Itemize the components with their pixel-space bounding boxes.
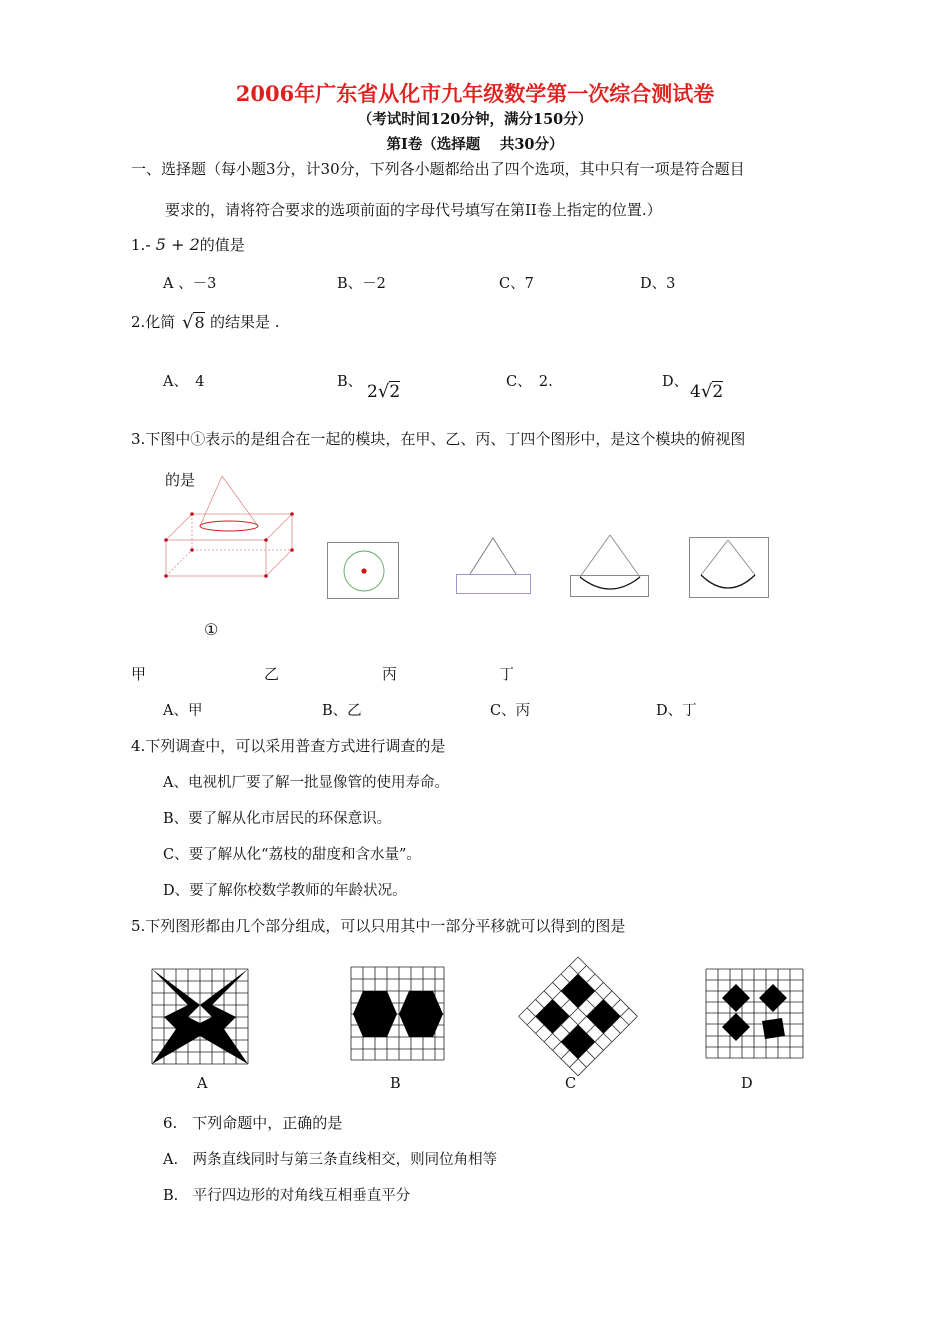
q3-stem-line-1: 3.下图中①表示的是组合在一起的模块，在甲、乙、丙、丁四个图形中，是这个模块的俯视图 — [131, 430, 746, 448]
q5-figure-c — [517, 956, 639, 1078]
q3-figure-yi — [456, 536, 532, 596]
q4-option-a: A、电视机厂要了解一批显像管的使用寿命。 — [163, 775, 449, 791]
q3-module-figure — [160, 474, 300, 584]
q3-option-d: D、丁 — [656, 703, 697, 719]
q2-stem-pre: 2.化简 — [131, 313, 176, 331]
q6-option-a: A. 两条直线同时与第三条直线相交，则同位角相等 — [163, 1152, 498, 1168]
q1-option-c: C、7 — [499, 276, 534, 292]
q1-expression: - 5 + 2 — [145, 235, 200, 254]
q5-figure-b — [351, 967, 447, 1063]
q4-stem: 4.下列调查中，可以采用普查方式进行调查的是 — [131, 737, 446, 755]
q3-label-bing: 丙 — [382, 665, 398, 683]
q3-figure-label: ① — [204, 620, 219, 639]
q3-figure-ding — [689, 537, 771, 599]
q6-option-b: B. 平行四边形的对角线互相垂直平分 — [163, 1188, 411, 1204]
q5-stem: 5.下列图形都由几个部分组成，可以只用其中一部分平移就可以得到的图是 — [131, 917, 626, 935]
q4-option-b: B、要了解从化市居民的环保意识。 — [163, 811, 392, 827]
q2-option-b-value: 2√2 — [367, 381, 401, 402]
q5-label-b: B — [390, 1076, 401, 1092]
q2-option-c: C、 2. — [506, 374, 553, 390]
q2-option-a: A、 4 — [163, 374, 205, 390]
q3-figure-bing — [570, 533, 650, 599]
exam-title: 2006年广东省从化市九年级数学第一次综合测试卷 — [235, 81, 715, 106]
exam-info: （考试时间120分钟，满分150分） — [357, 111, 593, 128]
q1-text: 的值是 — [199, 236, 245, 254]
q3-stem-line-2: 的是 — [165, 471, 196, 489]
q5-label-c: C — [565, 1076, 577, 1092]
q2-option-b-label: B、 — [337, 374, 363, 390]
q1-number: 1. — [131, 236, 146, 254]
q4-option-c: C、要了解从化“荔枝的甜度和含水量”。 — [163, 847, 421, 863]
q6-stem: 6. 下列命题中，正确的是 — [163, 1114, 343, 1132]
instructions-line-2: 要求的，请将符合要求的选项前面的字母代号填写在第II卷上指定的位置.） — [165, 201, 662, 219]
q1-option-a: A 、－3 — [163, 276, 217, 292]
q2-stem-post: 的结果是 . — [210, 313, 280, 331]
q5-label-a: A — [197, 1076, 208, 1092]
q3-option-c: C、丙 — [490, 703, 531, 719]
q4-option-d: D、要了解你校数学教师的年龄状况。 — [163, 883, 407, 899]
q2-sqrt-8: √8 — [182, 312, 205, 333]
q5-label-d: D — [741, 1076, 753, 1092]
q5-figure-a — [152, 969, 252, 1065]
q3-option-b: B、乙 — [322, 703, 362, 719]
q1-option-d: D、3 — [640, 276, 676, 292]
q3-figure-jia — [327, 542, 401, 600]
q3-option-a: A、甲 — [163, 703, 203, 719]
q2-option-d-value: 4√2 — [690, 381, 724, 402]
q5-figure-d — [706, 969, 806, 1061]
instructions-line-1: 一、选择题（每小题3分，计30分，下列各小题都给出了四个选项，其中只有一项是符合题目 — [131, 160, 745, 178]
q3-label-yi: 乙 — [264, 665, 280, 683]
q1-stem — [131, 234, 245, 255]
section-heading: 第Ⅰ卷（选择题 共30分） — [386, 136, 564, 153]
q3-label-jia: 甲 — [131, 665, 147, 683]
q1-option-b: B、－2 — [337, 276, 386, 292]
q2-option-d-label: D、 — [662, 374, 689, 390]
q3-label-ding: 丁 — [499, 665, 515, 683]
q2-radicand: 8 — [194, 313, 205, 332]
